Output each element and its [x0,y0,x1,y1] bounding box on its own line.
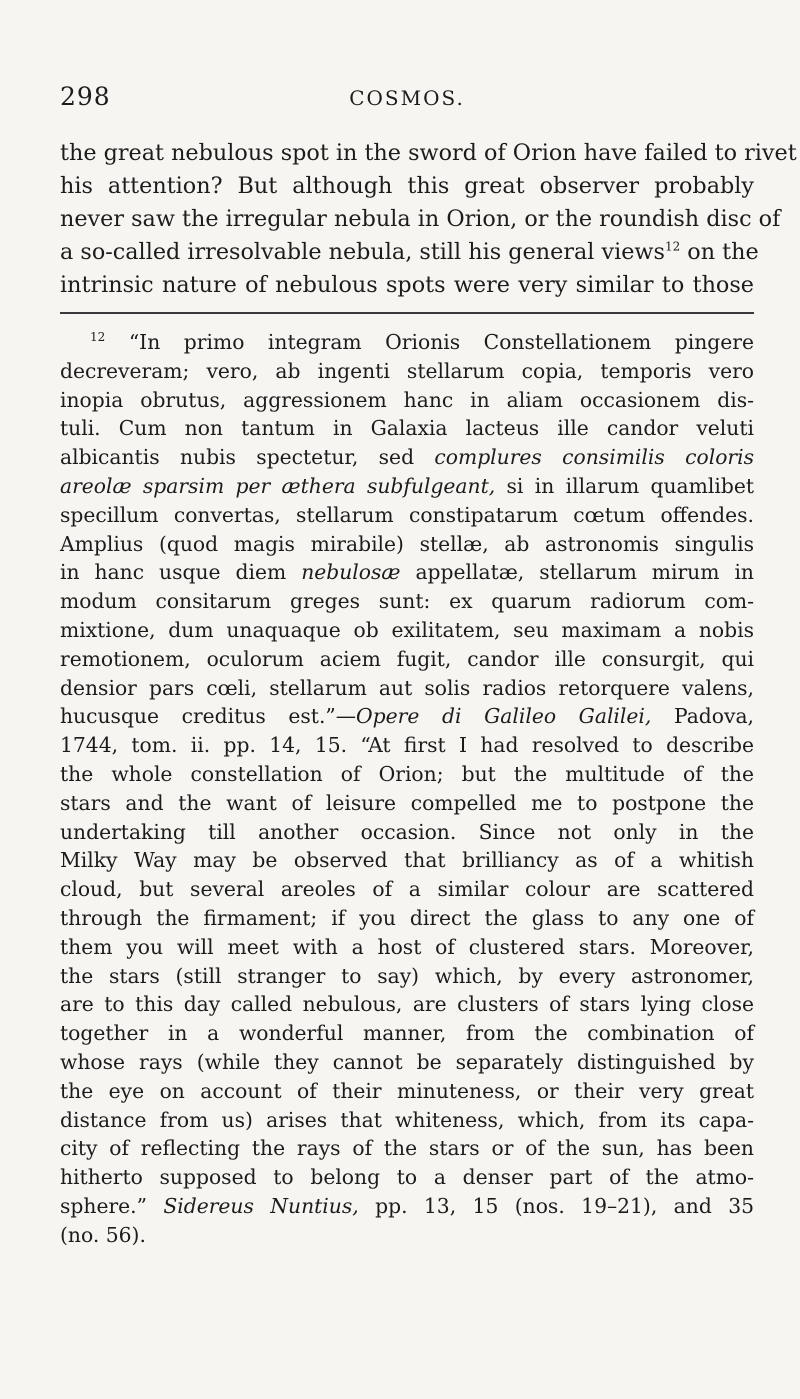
footnote-line: hitherto supposed to belong to a denser part of the atmo- [60,1165,754,1190]
footnote-line: the stars (still stranger to say) which, by every astronomer, [60,963,754,988]
footnote-line: distance from us) arises that whiteness, which, from its capa- [60,1107,754,1132]
text-fragment: appellatæ, stellarum mirum in [400,560,754,585]
footnote-line [60,1192,754,1221]
italic-text: complures consimilis coloris [434,445,754,470]
footnote-line: Milky Way may be observed that brilliancy as of a whitish [60,848,754,873]
footnote-line: densior pars cœli, stellarum aut solis radios retorquere valens, [60,675,754,700]
footnote-line: are to this day called nebulous, are clusters of stars lying close [60,992,754,1017]
text-fragment: hucusque creditus est.”— [60,704,357,729]
footnote-line: stars and the want of leisure compelled me to postpone the [60,790,754,815]
page-number: 298 [60,82,111,111]
text-line: intrinsic nature of nebulous spots were very similar to those [60,272,754,298]
footnote-line: city of reflecting the rays of the stars or of the sun, has been [60,1136,754,1161]
text-fragment: pp. 13, 15 (nos. 19–21), and 35 [358,1193,755,1218]
text-fragment: si in illarum quamlibet [495,473,754,498]
text-fragment: “In primo integram Orionis Constellationem pingere [105,330,754,354]
footnote-line [60,443,754,472]
footnote-line [60,558,754,587]
text-line: the great nebulous spot in the sword of Orion have failed to rivet [60,140,797,166]
footnote-line: cloud, but several areoles of a similar colour are scattered [60,877,754,902]
footnote-divider [60,312,754,314]
footnote-line: them you will meet with a host of clustered stars. Moreover, [60,934,754,959]
footnote-line: undertaking till another occasion. Since not only in the [60,819,754,844]
footnote-line: (no. 56). [60,1222,146,1247]
text-fragment: albicantis nubis spectetur, sed [60,445,435,470]
main-text [60,137,797,302]
footnote-line: together in a wonderful manner, from the combination of [60,1021,754,1046]
footnote-line [60,702,754,731]
footnote-line: modum consitarum greges sunt: ex quarum radiorum com- [60,589,754,614]
footnote-line: 1744, tom. ii. pp. 14, 15. “At first I had resolved to describe [60,733,754,758]
footnote [60,328,754,1250]
footnote-line: specillum convertas, stellarum constipatarum cœtum offendes. [60,502,754,527]
text-fragment: a so-called irresolvable nebula, still his general views [60,239,665,265]
italic-text: Sidereus Nuntius, [163,1193,359,1218]
italic-text: areolæ sparsim per æthera subfulgeant, [60,473,496,498]
italic-text: Opere di Galileo Galilei, [356,704,652,729]
footnote-line: decreveram; vero, ab ingenti stellarum copia, temporis vero [60,358,754,383]
text-line: his attention? But although this great observer probably [60,173,754,199]
footnote-line [60,328,754,357]
footnote-line: the whole constellation of Orion; but the multitude of the [60,761,754,786]
footnote-marker: 12 [90,330,106,345]
footnote-line: tuli. Cum non tantum in Galaxia lacteus ille candor veluti [60,416,754,441]
footnote-reference: 12 [664,239,681,254]
running-head: COSMOS. [349,86,465,110]
footnote-line: whose rays (while they cannot be separately distinguished by [60,1049,754,1074]
footnote-line: inopia obrutus, aggressionem hanc in aliam occasionem dis- [60,387,754,412]
text-fragment: on the [680,239,759,265]
footnote-line [60,472,754,501]
footnote-line: through the firmament; if you direct the glass to any one of [60,905,754,930]
text-line [60,236,759,269]
text-fragment: Padova, [651,704,754,729]
text-fragment: in hanc usque diem [60,560,302,585]
text-fragment: sphere.” [60,1193,164,1218]
italic-text: nebulosæ [301,560,401,585]
footnote-line: mixtione, dum unaquaque ob exilitatem, seu maximam a nobis [60,617,754,642]
page-header [60,82,754,122]
text-line: never saw the irregular nebula in Orion, or the roundish disc of [60,206,781,232]
footnote-line: Amplius (quod magis mirabile) stellæ, ab astronomis singulis [60,531,754,556]
footnote-line: the eye on account of their minuteness, or their very great [60,1078,754,1103]
footnote-line: remotionem, oculorum aciem fugit, candor ille consurgit, qui [60,646,754,671]
